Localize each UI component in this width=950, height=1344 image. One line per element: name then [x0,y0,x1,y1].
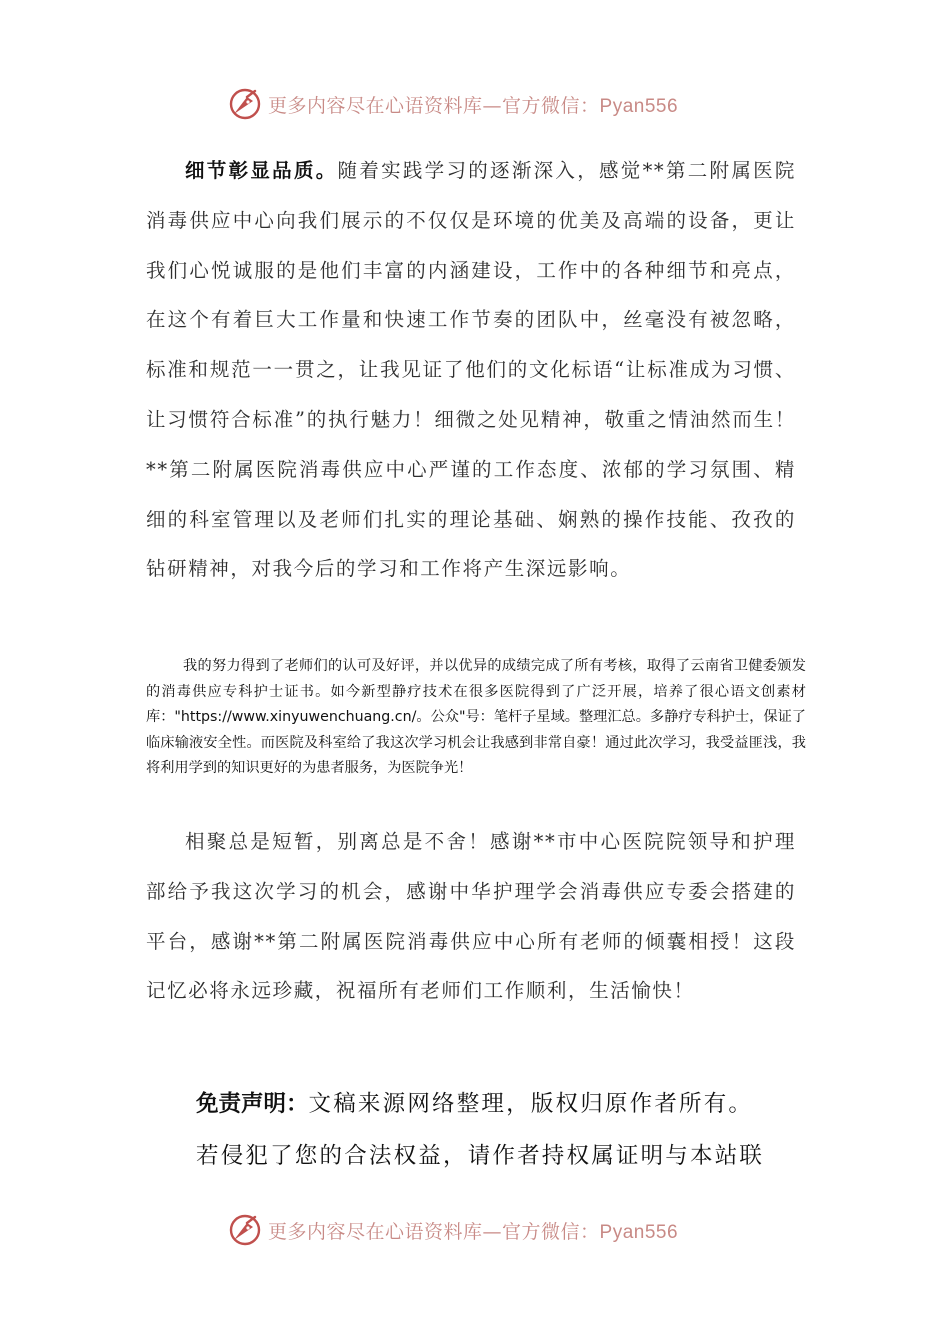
disclaimer-text-1: 文稿来源网络整理，版权归原作者所有。 [308,1091,754,1117]
header-banner [228,84,748,124]
pen-nib-logo-icon [228,87,262,121]
disclaimer [196,1078,816,1182]
banner-wechat-id: Pyan556 [599,95,679,117]
banner-text: 更多内容尽在心语资料库—官方微信：Pyan556 [268,94,679,117]
paragraph-thanks: 相聚总是短暂，别离总是不舍！感谢**市中心医院院领导和护理部给予我这次学习的机会，感谢中华护理学会消毒供应专委会搭建的平台，感谢**第二附属医院消毒供应中心所有老师的倾囊相授！这段记忆必将永远珍藏，祝福所有老师们工作顺利，生活愉快！ [146,830,796,1003]
disclaimer-label: 免责声明： [196,1091,309,1117]
footer-banner [228,1210,748,1250]
disclaimer-line2: 若侵犯了您的合法权益，请作者持权属证明与本站联 [196,1143,765,1169]
pen-nib-logo-icon [228,1213,262,1247]
paragraph-details-quality [146,146,796,594]
disclaimer-line1 [196,1078,816,1130]
banner-text: 更多内容尽在心语资料库—官方微信：Pyan556 [268,1220,679,1243]
paragraph-certificate: 我的努力得到了老师们的认可及好评，并以优异的成绩完成了所有考核，取得了云南省卫健委颁发的消毒供应专科护士证书。如今新型静疗技术在很多医院得到了广泛开展，培养了很心语文创素材库："https://www.xinyuwenchuang.cn/。公众"号：笔杆子星域。整理汇总。多静疗专科护士，保证了临床输液安全性。而医院及科室给了我这次学习机会让我感到非常自豪！通过此次学习，我受益匪浅，我将利用学到的知识更好的为患者服务，为医院争光！ [146,658,806,777]
paragraph-body: 随着实践学习的逐渐深入，感觉**第二附属医院消毒供应中心向我们展示的不仅仅是环境的优美及高端的设备，更让我们心悦诚服的是他们丰富的内涵建设，工作中的各种细节和亮点，在这个有着巨大工作量和快速工作节奏的团队中，丝毫没有被忽略，标准和规范一一贯之，让我见证了他们的文化标语“让标准成为习惯、让习惯符合标准”的执行魅力！细微之处见精神，敬重之情油然而生！**第二附属医院消毒供应中心严谨的工作态度、浓郁的学习氛围、精细的科室管理以及老师们扎实的理论基础、娴熟的操作技能、孜孜的钻研精神，对我今后的学习和工作将产生深远影响。 [146,159,797,581]
paragraph-lead: 细节彰显品质。 [185,159,338,182]
banner-wechat-id: Pyan556 [599,1221,679,1243]
